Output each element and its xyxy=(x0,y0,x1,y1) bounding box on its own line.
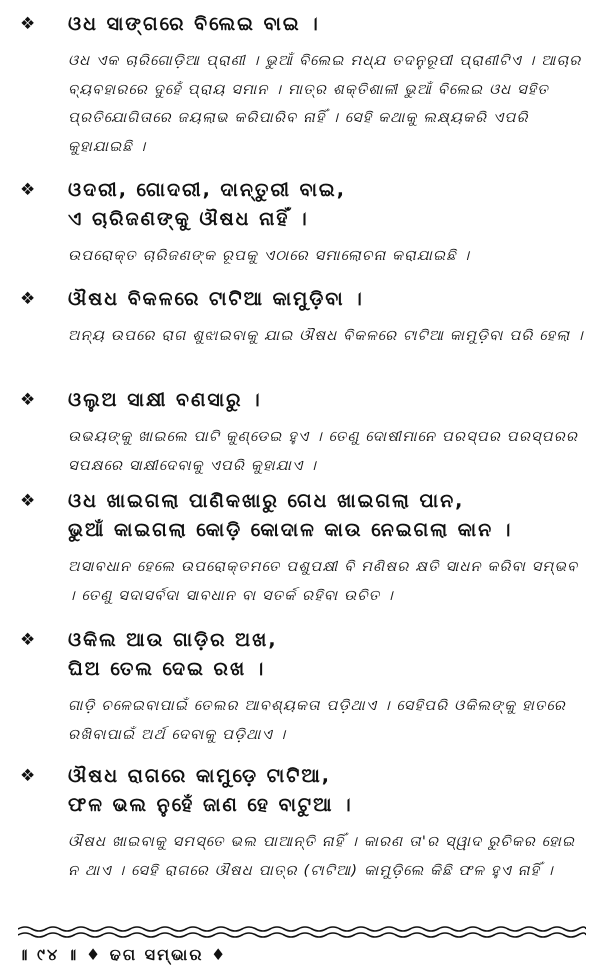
proverb-explanation: ଗାଡ଼ି ଚଳେଇବାପାଇଁ ତେଲର ଆବଶ୍ୟକତା ପଡ଼ିଥାଏ । ସେହିପରି ଓକିଲଙ୍କୁ ହାତରେ ରଖିବାପାଇଁ ଅର୍ଥ ଦେବାକୁ ପଡ଼ିଥାଏ । xyxy=(68,698,566,743)
proverb-line: ଓଲୁଅ ସାକ୍ଷୀ ବଣସାରୁ । xyxy=(68,389,262,411)
proverb-entry xyxy=(0,10,600,161)
proverb-entry xyxy=(0,487,600,610)
proverb-line: ଓଧ ଖାଇଗଲା ପାଣିକଖାରୁ ଗେଧ ଖାଇଗଲା ପାନ, xyxy=(68,490,465,512)
bullet-icon: ❖ xyxy=(20,630,36,650)
proverb-entry xyxy=(0,626,600,749)
bullet-icon: ❖ xyxy=(20,180,36,200)
page-footer xyxy=(18,925,586,971)
proverb-line: ଏ ଚାରିଜଣଙ୍କୁ ଔଷଧ ନାହିଁ । xyxy=(68,208,309,230)
proverb-entry xyxy=(0,386,600,480)
bullet-icon: ❖ xyxy=(20,766,36,786)
proverb-line: ଔଷଧ ବିକଳରେ ଟାଟିଆ କାମୁଡ଼ିବା । xyxy=(68,288,364,310)
proverb-line: ଔଷଧ ରାଗରେ କାମୁଡ଼େ ଟାଟିଆ, xyxy=(68,765,332,787)
proverb-explanation: ଔଷଧ ଖାଇବାକୁ ସମସ୍ତେ ଭଲ ପାଆନ୍ତି ନାହିଁ । କାରଣ ତା'ର ସ୍ୱାଦ ରୁଚିକର ହୋଇ ନ ଥାଏ । ସେହି ରାଗରେ ଔଷଧ ପାତ୍ର (ଟାଟିଆ) କାମୁଡ଼ିଲେ କିଛି ଫଳ ହୁଏ ନାହିଁ । xyxy=(68,834,576,879)
footer-page-label: ॥ ୯୪ ॥ ♦ ଢଗ ସମ୍ଭାର ♦ xyxy=(18,945,228,964)
proverb-line: ଫଳ ଭଲ ନୁହେଁ ଜାଣ ହେ ବାଟୁଆ । xyxy=(68,794,353,816)
wavy-divider xyxy=(18,925,586,941)
proverb-line: ଭୁଆଁ କାଇଗଲା କୋଡ଼ି କୋଦାଳ କାଉ ନେଇଗଲା କାନ । xyxy=(68,519,513,541)
proverb-entry xyxy=(0,762,600,885)
proverb-line: ଓକିଲ ଆଉ ଗାଡ଼ିର ଅଖ, xyxy=(68,629,278,651)
proverb-explanation: ଅନ୍ୟ ଉପରେ ରାଗ ଶୁଝାଇବାକୁ ଯାଇ ଔଷଧ ବିକଳରେ ଟାଟିଆ କାମୁଡ଼ିବା ପରି ହେଲା । xyxy=(68,328,584,344)
proverb-entry xyxy=(0,176,600,271)
proverb-line: ଓଧ ସାଙ୍ଗରେ ବିଲେଇ ବାଇ । xyxy=(68,13,320,35)
proverb-line: ଓଦରୀ, ଗୋଦରୀ, ଦାନ୍ତୁରୀ ବାଇ, xyxy=(68,179,346,201)
bullet-icon: ❖ xyxy=(20,14,36,34)
proverb-explanation: ଓଧ ଏକ ଚାରିଗୋଡ଼ିଆ ପ୍ରାଣୀ । ଭୁଆଁ ବିଲେଇ ମଧ୍ଯ ତଦନୁରୂପୀ ପ୍ରାଣୀଟିଏ । ଆଚାର ବ୍ୟବହାରରେ ଦୁହେଁ ପ୍ରାୟ ସମାନ । ମାତ୍ର ଶକ୍ତିଶାଳୀ ଭୁଆଁ ବିଲେଇ ଓଧ ସହିତ ପ୍ରତିଯୋଗିତାରେ ଜୟଲାଭ କରିପାରିବ ନାହିଁ । ସେହି କଥାକୁ ଲକ୍ଷ୍ୟକରି ଏପରି କୁହାଯାଇଛି । xyxy=(68,53,582,155)
proverb-entry xyxy=(0,285,600,351)
proverb-line: ଘିଅ ତେଲ ଦେଇ ରଖ । xyxy=(68,658,266,680)
bullet-icon: ❖ xyxy=(20,289,36,309)
proverb-explanation: ଉପରୋକ୍ତ ଚାରିଜଣଙ୍କ ରୂପକୁ ଏଠାରେ ସମାଲୋଚନା କରାଯାଇଛି । xyxy=(68,248,471,264)
bullet-icon: ❖ xyxy=(20,390,36,410)
bullet-icon: ❖ xyxy=(20,491,36,511)
proverb-explanation: ଅସାବଧାନ ହେଲେ ଉପରୋକ୍ତମତେ ପଶୁପକ୍ଷୀ ବି ମଣିଷର କ୍ଷତି ସାଧନ କରିବା ସମ୍ଭବ । ତେଣୁ ସଦାସର୍ବଦା ସାବଧାନ ବା ସତର୍କ ରହିବା ଉଚିତ । xyxy=(68,559,579,604)
proverb-explanation: ଉଭୟଙ୍କୁ ଖାଇଲେ ପାଟି କୁଣ୍ଡେଇ ହୁଏ । ତେଣୁ ଦୋଷୀମାନେ ପରସ୍ପର ପରସ୍ପରର ସପକ୍ଷରେ ସାକ୍ଷୀଦେବାକୁ ଏପରି କୁହାଯାଏ । xyxy=(68,429,579,474)
